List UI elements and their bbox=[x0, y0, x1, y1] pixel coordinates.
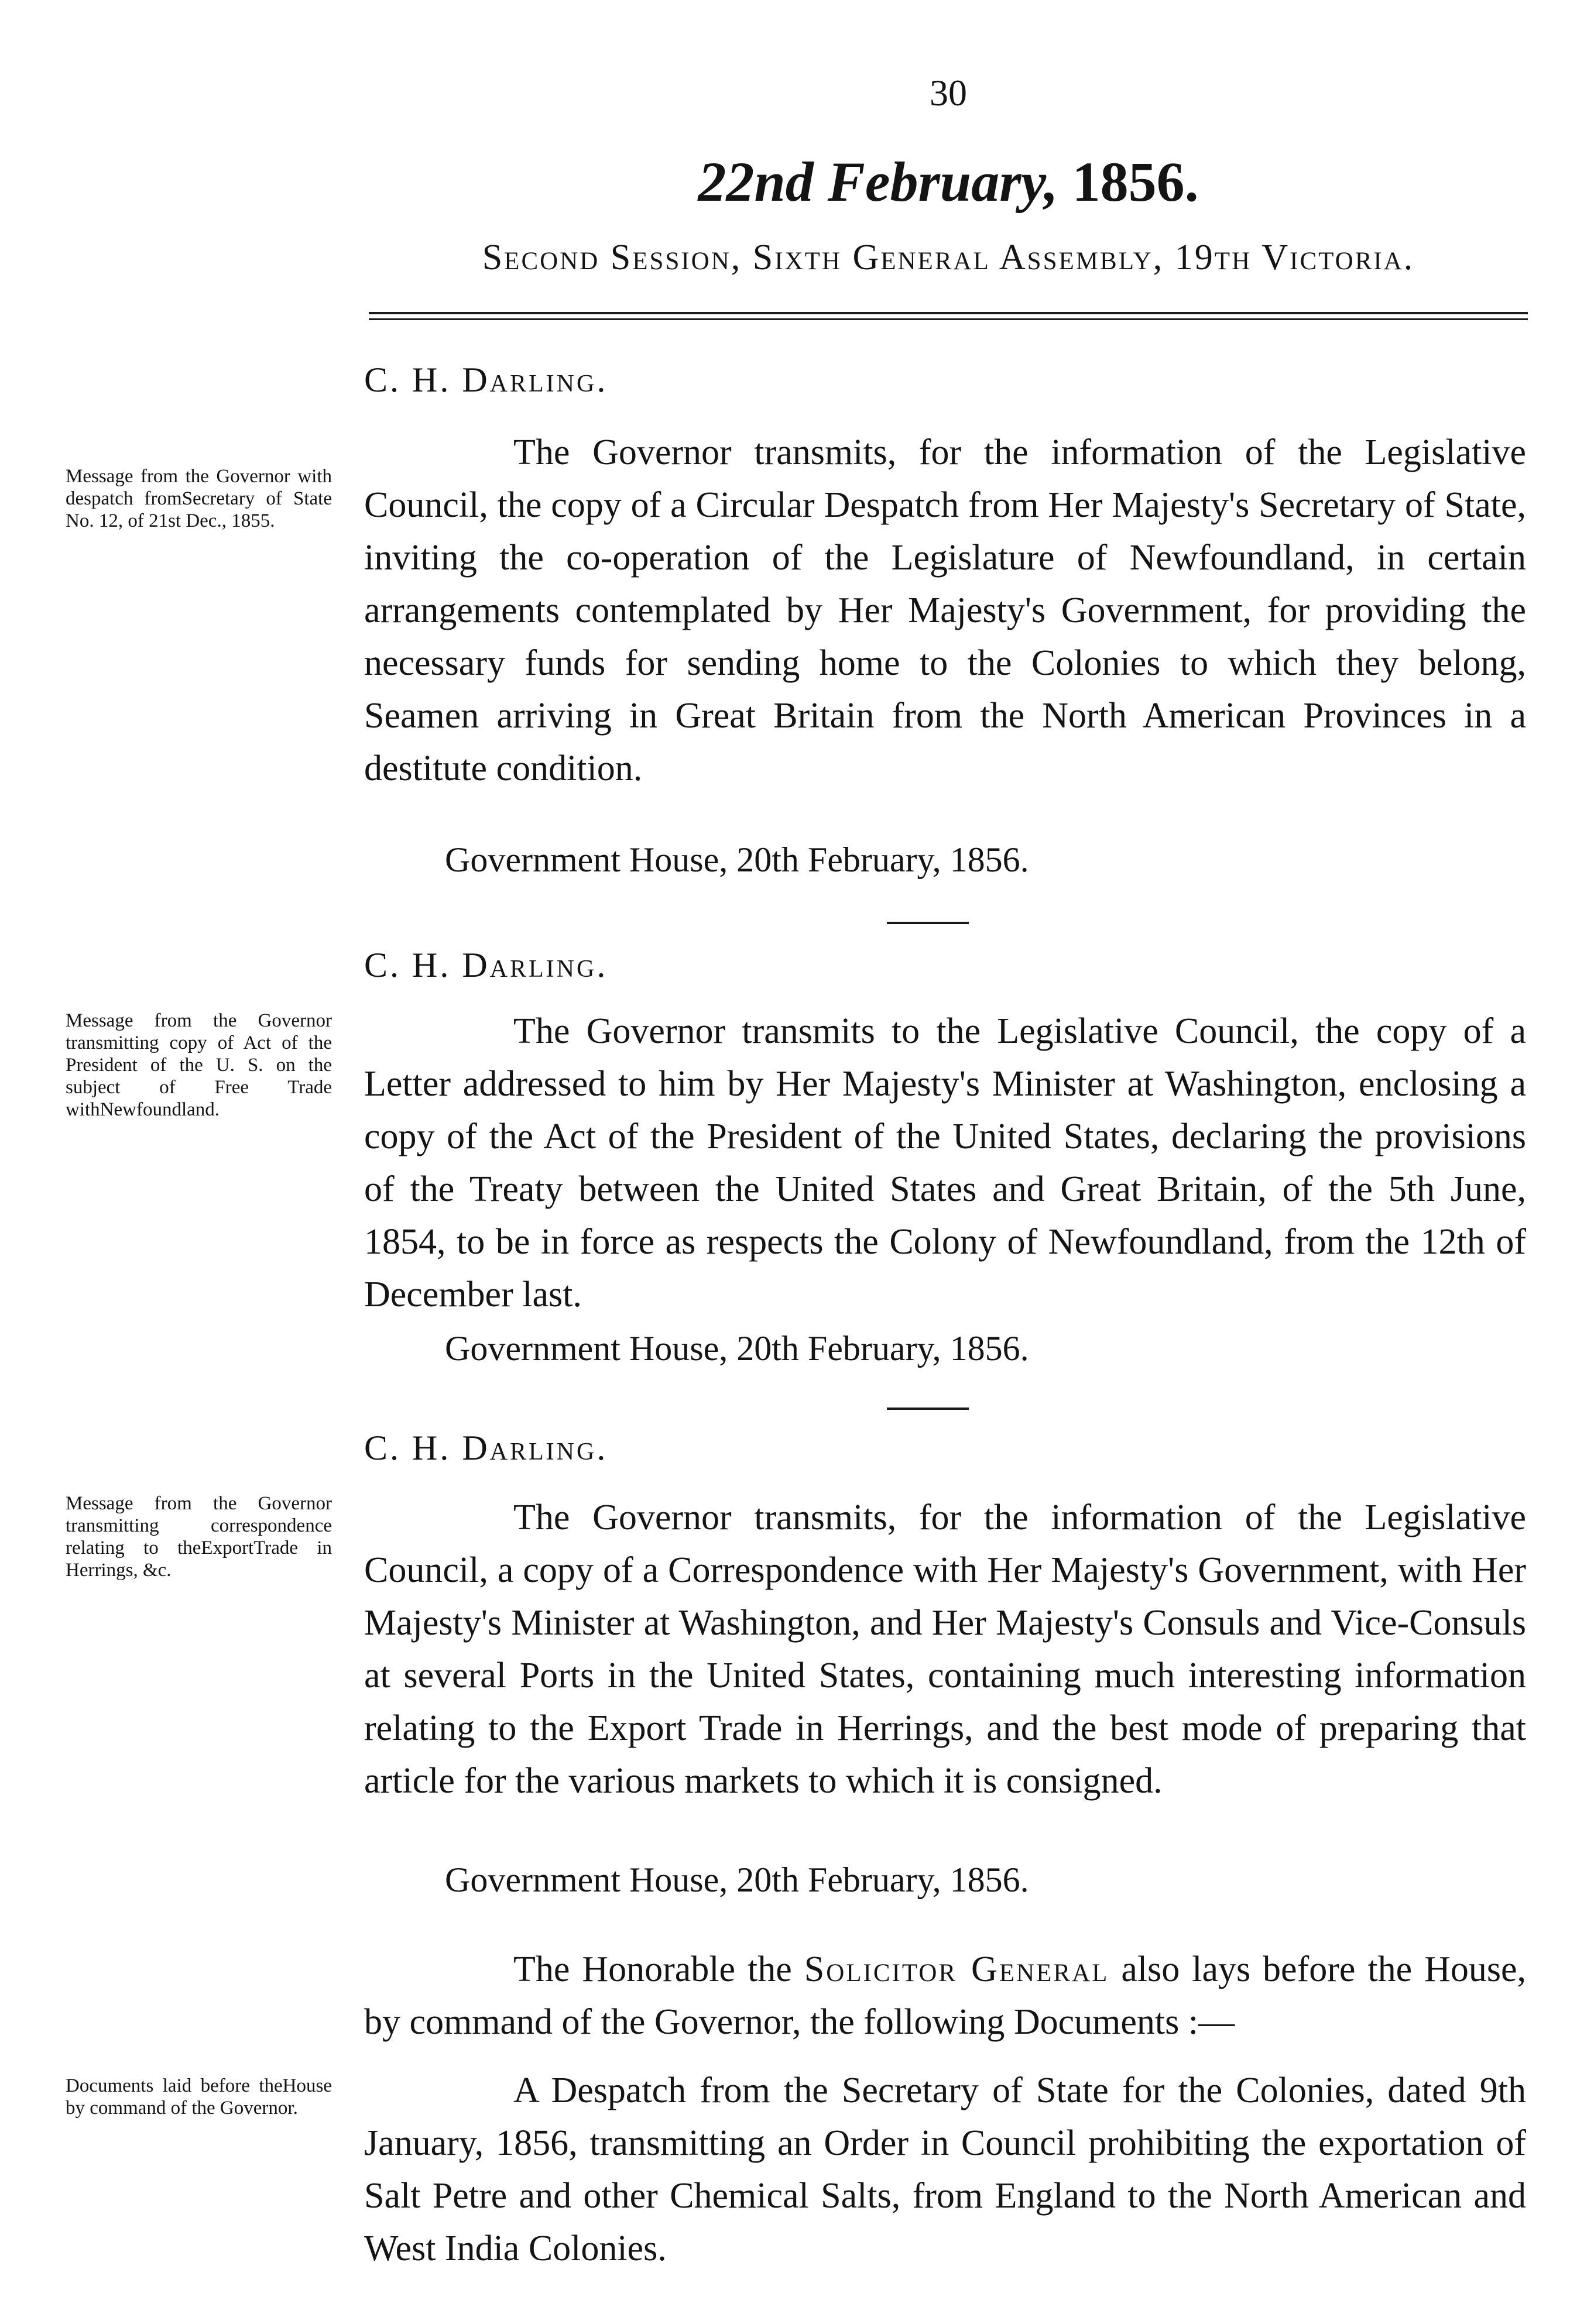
entry-2-signature: C. H. Darling. bbox=[364, 946, 608, 984]
documents-marginal-note: Documents laid before theHouse by command of the Governor. bbox=[66, 2075, 332, 2119]
entry-1-signature: C. H. Darling. bbox=[364, 361, 608, 399]
entry-3-signature: C. H. Darling. bbox=[364, 1429, 608, 1467]
entry-3-dateline: Government House, 20th February, 1856. bbox=[445, 1860, 1029, 1899]
page-number: 30 bbox=[930, 72, 967, 114]
date-heading-day: 22nd February, bbox=[698, 150, 1058, 213]
date-heading bbox=[363, 149, 1534, 214]
short-rule-divider bbox=[887, 922, 969, 924]
solicitor-after: also lays before the House, by command of the Governor, the following Documents :— bbox=[364, 1949, 1526, 2042]
entry-2-body: The Governor transmits to the Legislative Council, the copy of a Letter addressed to him by Her Majesty's Minister at Washington, enclosing a copy of the Act of the President of the United States, declaring the provisions of the Treaty between the United States and Great Britain, of the 5th June, 1854, to be in force as respects the Colony of Newfoundland, from the 12th of December last. bbox=[364, 1011, 1526, 1314]
entry-2-marginal-note: Message from the Governor transmitting copy of Act of the President of the U. S. on the subject of Free Trade withNewfoundland. bbox=[66, 1010, 332, 1120]
double-rule-divider bbox=[369, 312, 1528, 320]
session-line: Second Session, Sixth General Assembly, 19th Victoria. bbox=[482, 238, 1415, 277]
entry-3-body: The Governor transmits, for the information of the Legislative Council, a copy of a Correspondence with Her Majesty's Government, with Her Majesty's Minister at Washington, and Her Majesty's Consuls and Vice-Consuls at several Ports in the United States, containing much interesting information relating to the Export Trade in Herrings, and the best mode of preparing that article for the various markets to which it is consigned. bbox=[364, 1498, 1526, 1801]
solicitor-general-paragraph bbox=[364, 1943, 1526, 2048]
solicitor-title: Solicitor General bbox=[804, 1949, 1109, 1989]
entry-1-dateline: Government House, 20th February, 1856. bbox=[445, 840, 1029, 879]
short-rule-divider bbox=[887, 1408, 969, 1410]
entry-1-marginal-note: Message from the Governor with despatch fromSecretary of State No. 12, of 21st Dec., 1855. bbox=[66, 466, 332, 531]
date-heading-year: 1856. bbox=[1072, 150, 1199, 213]
solicitor-before: The Honorable the bbox=[513, 1949, 792, 1989]
documents-body: A Despatch from the Secretary of State for the Colonies, dated 9th January, 1856, transmitting an Order in Council prohibiting the exportation of Salt Petre and other Chemical Salts, from England to the North American and West India Colonies. bbox=[364, 2071, 1526, 2268]
entry-2-dateline: Government House, 20th February, 1856. bbox=[445, 1329, 1029, 1368]
entry-1-body: The Governor transmits, for the information of the Legislative Council, the copy of a Circular Despatch from Her Majesty's Secretary of State, inviting the co-operation of the Legislature of Newfoundland, in certain arrangements contemplated by Her Majesty's Government, for providing the necessary funds for sending home to the Colonies to which they belong, Seamen arriving in Great Britain from the North American Provinces in a destitute condition. bbox=[364, 432, 1526, 788]
entry-3-marginal-note: Message from the Governor transmitting correspondence relating to theExportTrade in Herrings, &c. bbox=[66, 1493, 332, 1581]
